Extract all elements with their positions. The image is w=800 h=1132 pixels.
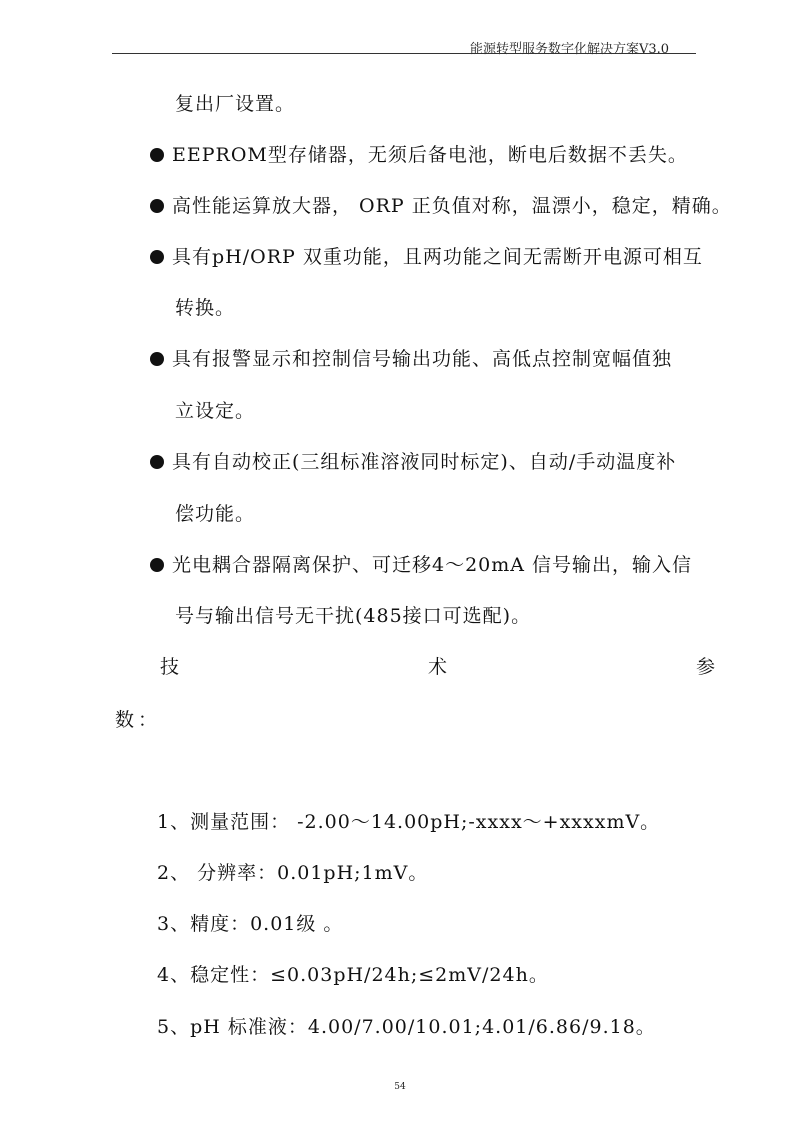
bullet-text: EEPROM型存储器，无须后备电池，断电后数据不丢失。 [172, 144, 688, 166]
section-heading [160, 655, 715, 679]
bullet-text: 光电耦合器隔离保护、可迁移4～20mA 信号输出，输入信 [172, 554, 693, 576]
bullet-item-alarm [150, 347, 672, 371]
bullet-continuation: 转换。 [175, 297, 236, 319]
bullet-dot-icon [150, 199, 164, 213]
spec-item: 4、稳定性：≤0.03pH/24h;≤2mV/24h。 [157, 964, 549, 986]
bullet-item-optocoupler [150, 553, 692, 577]
spec-item: 2、 分辨率：0.01pH;1mV。 [157, 862, 429, 884]
spec-item: 5、pH 标准液：4.00/7.00/10.01;4.01/6.86/9.18。 [157, 1016, 656, 1038]
bullet-text: 具有自动校正(三组标准溶液同时标定)、自动/手动温度补 [172, 451, 677, 473]
bullet-continuation: 立设定。 [175, 400, 256, 422]
spec-item: 1、测量范围： -2.00～14.00pH;-xxxx～+xxxxmV。 [157, 811, 661, 833]
bullet-text: 具有pH/ORP 双重功能，且两功能之间无需断开电源可相互 [172, 246, 703, 268]
page-number: 54 [394, 1082, 406, 1092]
bullet-dot-icon [150, 352, 164, 366]
header-divider [112, 53, 696, 54]
text-line-restore: 复出厂设置。 [175, 93, 296, 115]
bullet-item-amplifier [150, 194, 732, 218]
section-heading-char: 参 [695, 656, 715, 678]
bullet-dot-icon [150, 455, 164, 469]
section-heading-char: 术 [427, 656, 447, 678]
bullet-item-eeprom [150, 143, 688, 167]
bullet-continuation: 偿功能。 [175, 503, 256, 525]
bullet-dot-icon [150, 250, 164, 264]
bullet-dot-icon [150, 558, 164, 572]
spec-item: 3、精度：0.01级 。 [157, 913, 344, 935]
bullet-text: 具有报警显示和控制信号输出功能、高低点控制宽幅值独 [172, 348, 673, 370]
bullet-item-calibration [150, 450, 676, 474]
section-heading-char: 技 [160, 656, 180, 678]
bullet-dot-icon [150, 148, 164, 162]
bullet-item-dual-function [150, 245, 703, 269]
bullet-continuation: 号与输出信号无干扰(485接口可选配)。 [175, 605, 532, 627]
page-header-title: 能源转型服务数字化解决方案V3.0 [470, 42, 670, 57]
bullet-text: 高性能运算放大器， ORP 正负值对称，温漂小，稳定，精确。 [172, 195, 732, 217]
section-heading-continuation: 数： [115, 709, 162, 731]
